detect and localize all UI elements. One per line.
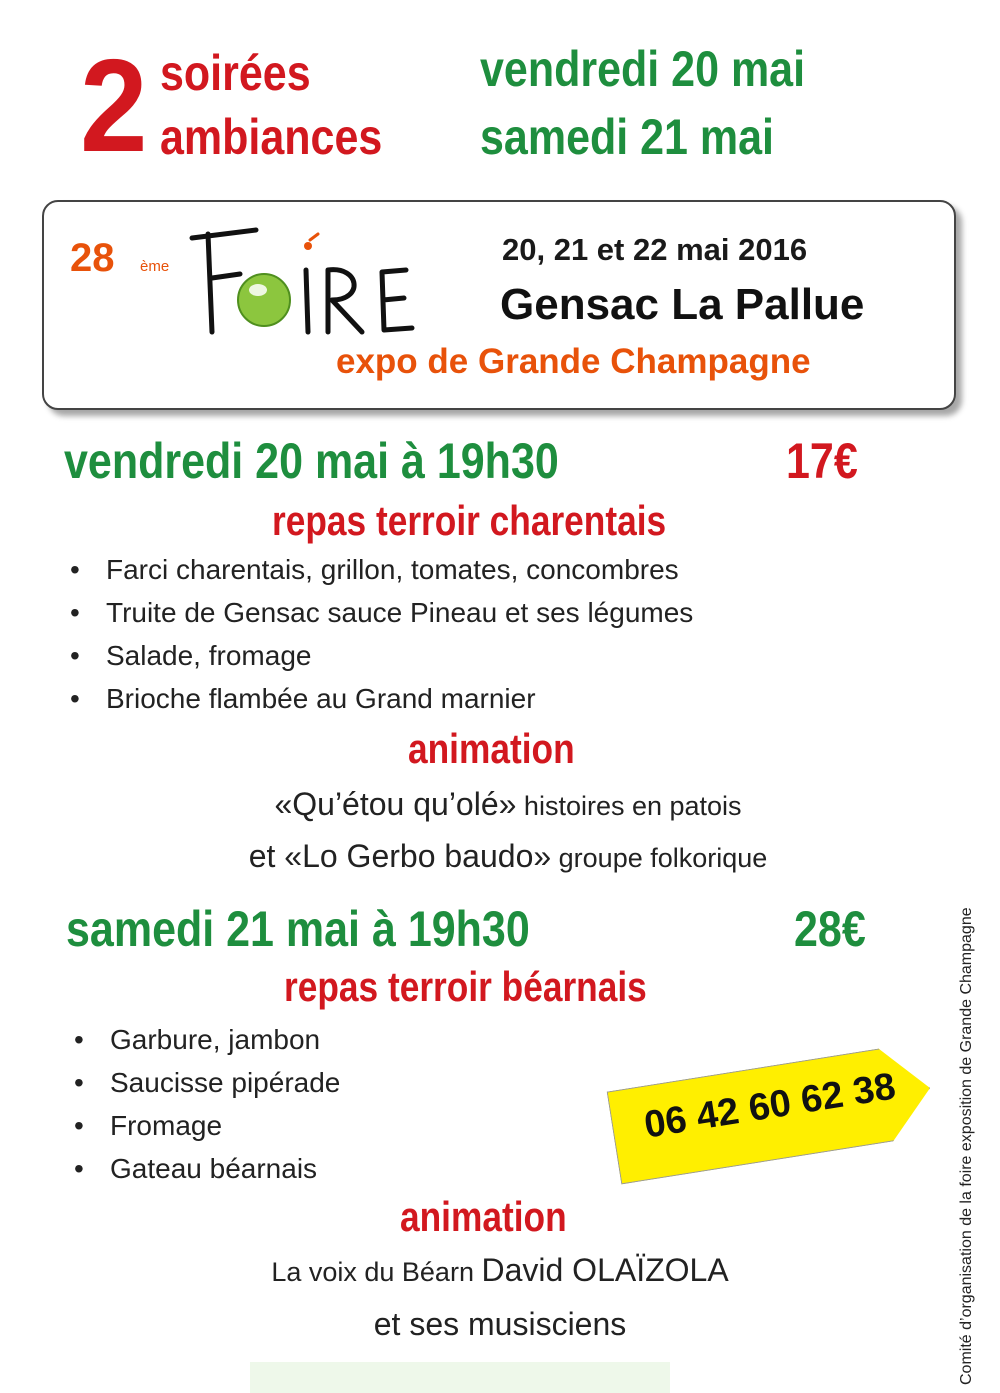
- saturday-menu: [70, 1018, 340, 1190]
- edition-number: 28: [70, 236, 115, 280]
- foire-logo: [182, 226, 432, 338]
- saturday-subtitle: repas terroir béarnais: [284, 963, 647, 1010]
- saturday-price: 28€: [794, 901, 866, 957]
- friday-subtitle: repas terroir charentais: [272, 497, 667, 544]
- friday-animation-title: animation: [408, 725, 575, 772]
- saturday-animation-title: animation: [400, 1193, 567, 1240]
- header-date-friday: vendredi 20 mai: [480, 41, 806, 97]
- list-item: • Saucisse pipérade: [70, 1061, 340, 1104]
- list-item: • Salade, fromage: [66, 634, 693, 677]
- list-item: • Truite de Gensac sauce Pineau et ses légumes: [66, 591, 693, 634]
- friday-title: vendredi 20 mai à 19h30: [64, 433, 559, 489]
- event-dates: 20, 21 et 22 mai 2016: [502, 232, 808, 267]
- header-number: 2: [80, 32, 148, 179]
- event-place: Gensac La Pallue: [500, 280, 865, 329]
- list-item: • Gateau béarnais: [70, 1147, 340, 1190]
- friday-price: 17€: [786, 433, 858, 489]
- friday-animation-line-2: et «Lo Gerbo baudo» groupe folkorique: [248, 838, 768, 874]
- header-line-soirees: soirées: [160, 45, 311, 101]
- phone-number: 06 42 60 62 38: [641, 1065, 899, 1147]
- saturday-animation-line-2: et ses musisciens: [373, 1306, 627, 1342]
- header-date-saturday: samedi 21 mai: [480, 109, 775, 165]
- friday-menu: [66, 548, 693, 720]
- saturday-animation-line-1: La voix du Béarn David OLAÏZOLA: [271, 1252, 729, 1288]
- bottom-decoration: [250, 1362, 670, 1393]
- list-item: • Fromage: [70, 1104, 340, 1147]
- list-item: • Garbure, jambon: [70, 1018, 340, 1061]
- list-item: • Brioche flambée au Grand marnier: [66, 677, 693, 720]
- header-line-ambiances: ambiances: [160, 109, 383, 165]
- list-item: • Farci charentais, grillon, tomates, concombres: [66, 548, 693, 591]
- edition-suffix: ème: [140, 258, 170, 275]
- friday-animation-line-1: «Qu’étou qu’olé» histoires en patois: [274, 786, 742, 822]
- event-expo: expo de Grande Champagne: [336, 342, 811, 381]
- saturday-title: samedi 21 mai à 19h30: [66, 901, 530, 957]
- organizer-credit: Comité d’organisation de la foire exposition de Grande Champagne: [958, 907, 975, 1385]
